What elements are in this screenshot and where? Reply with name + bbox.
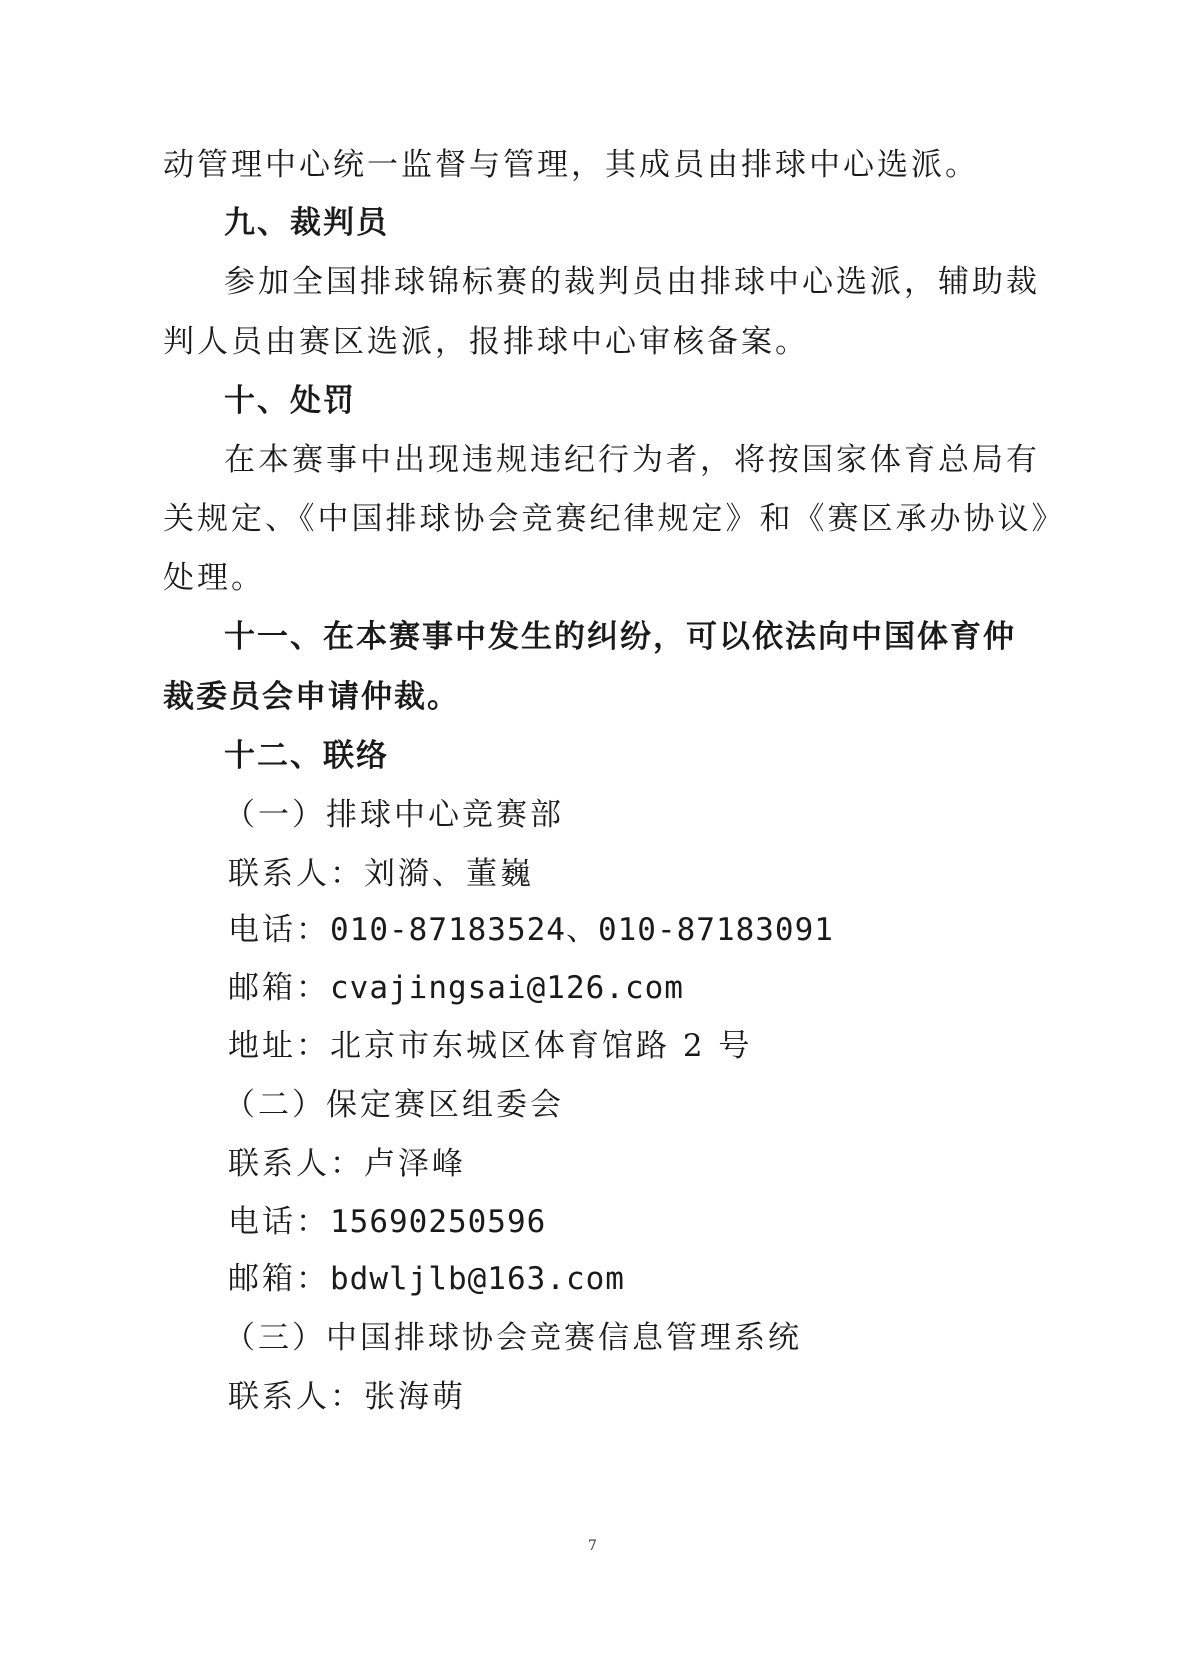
contact-value: 刘漪、董巍 [364, 856, 534, 892]
contact-section-1-title: （一）排球中心竞赛部 [224, 797, 564, 833]
contact-section-1-email [228, 968, 684, 1008]
contact-value: 张海萌 [364, 1379, 466, 1415]
paragraph-penalties-line-2: 关规定、《中国排球协会竞赛纪律规定》和《赛区承办协议》 [163, 501, 1066, 537]
contact-section-2-person [228, 1144, 466, 1184]
email-value: bdwljlb@163.com [330, 1261, 625, 1297]
contact-label: 联系人： [228, 1146, 364, 1182]
contact-section-2-email [228, 1259, 625, 1299]
address-label: 地址： [228, 1028, 330, 1064]
email-label: 邮箱： [228, 970, 330, 1006]
contact-section-1-address [228, 1026, 752, 1066]
paragraph-continuation: 动管理中心统一监督与管理，其成员由排球中心选派。 [163, 147, 979, 183]
address-value: 北京市东城区体育馆路 2 号 [330, 1028, 753, 1064]
heading-disputes-line-2: 裁委员会申请仲裁。 [163, 679, 460, 715]
phone-label: 电话： [228, 912, 330, 948]
email-value: cvajingsai@126.com [330, 970, 684, 1006]
phone-label: 电话： [228, 1204, 330, 1240]
heading-referees: 九、裁判员 [224, 205, 389, 241]
page-number: 7 [588, 1538, 597, 1554]
heading-penalties: 十、处罚 [224, 383, 356, 419]
contact-label: 联系人： [228, 856, 364, 892]
contact-section-1-phone [228, 910, 834, 950]
contact-section-3-title: （三）中国排球协会竞赛信息管理系统 [224, 1320, 802, 1356]
email-label: 邮箱： [228, 1261, 330, 1297]
heading-disputes-line-1: 十一、在本赛事中发生的纠纷，可以依法向中国体育仲 [224, 619, 1016, 655]
heading-contacts: 十二、联络 [224, 738, 389, 774]
phone-value: 15690250596 [330, 1204, 547, 1240]
contact-section-2-title: （二）保定赛区组委会 [224, 1087, 564, 1123]
paragraph-referees-line-1: 参加全国排球锦标赛的裁判员由排球中心选派，辅助裁 [224, 264, 1040, 300]
contact-value: 卢泽峰 [364, 1146, 466, 1182]
paragraph-penalties-line-3: 处理。 [163, 560, 265, 596]
contact-section-1-person [228, 854, 534, 894]
contact-label: 联系人： [228, 1379, 364, 1415]
paragraph-penalties-line-1: 在本赛事中出现违规违纪行为者，将按国家体育总局有 [224, 442, 1040, 478]
contact-section-3-person [228, 1377, 466, 1417]
phone-value: 010-87183524、010-87183091 [330, 912, 834, 948]
contact-section-2-phone [228, 1202, 546, 1242]
paragraph-referees-line-2: 判人员由赛区选派，报排球中心审核备案。 [163, 324, 809, 360]
